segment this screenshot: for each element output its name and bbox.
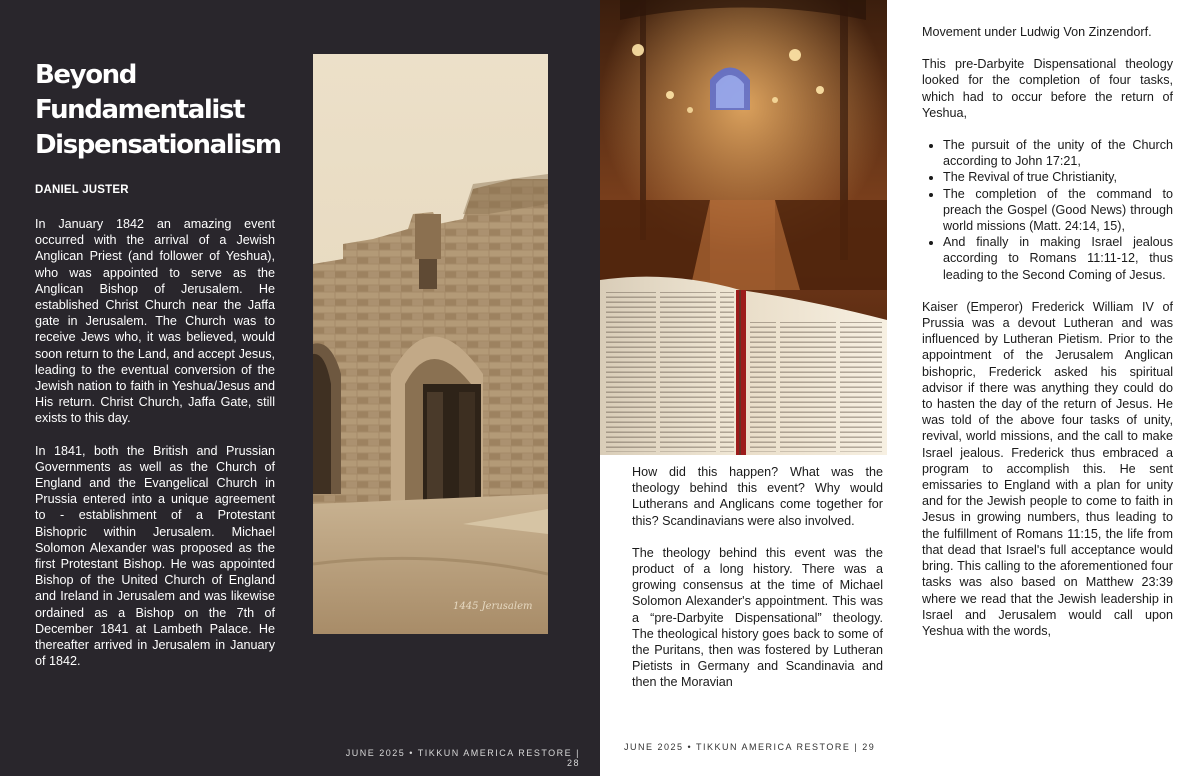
paragraph: The theology behind this event was the product of a long history. There was a growing consensus at the time of Michael Solomon Alexander's appointment. This was a “pre-Darbyite Dispensational” theology. The theological history goes back to some of the Puritans, then was fostered by Lutheran Pietists in Germany and Scandinavia and then the Moravian: [632, 545, 883, 690]
list-item: • The Revival of true Christianity,: [943, 169, 1173, 185]
author-byline: DANIEL JUSTER: [35, 184, 129, 196]
list-item: • And finally in making Israel jealous according to Romans 11:11-12, thus leading to the Second Coming of Jesus.: [943, 234, 1173, 283]
four-tasks-list: [922, 137, 1173, 283]
paragraph: Kaiser (Emperor) Frederick William IV of Prussia was a devout Lutheran and was influenced by Lutheran Pietism. Prior to the appointment of the Jerusalem Anglican bishopric, Frederick asked his spiritual advisor if there was anything they could do to hasten the day of the return of Jesus. He was told of the above four tasks of unity, revival, world missions, and the call to make Israel jealous. Frederick thus embraced a program to accomplish this. He sent emissaries to England with a plan for unity and for the Jewish people to come to faith in Jesus in growing numbers, thus leading to the fulfillment of Romans 11:15, the life from that dead that Israel's full acceptance would bring. This calling to the aforementioned four tasks was also based on Matthew 23:39 where we read that the Jewish leadership in Israel and Jerusalem would call upon Yeshua with the words,: [922, 299, 1173, 638]
right-column-text: [922, 24, 1173, 655]
paragraph: Movement under Ludwig Von Zinzendorf.: [922, 25, 1152, 39]
middle-column-text: [632, 464, 883, 707]
paragraph: This pre-Darbyite Dispensational theology looked for the completion of four tasks, which had to occur before the return of Yeshua,: [922, 57, 1173, 120]
page-footer-right: JUNE 2025 • TIKKUN AMERICA RESTORE | 29: [624, 742, 876, 752]
list-item: • The pursuit of the unity of the Church according to John 17:21,: [943, 137, 1173, 169]
paragraph: In 1841, both the British and Prussian Governments as well as the Church of England and the Evangelical Church in Prussia entered into a unique agreement to - establishment of a Protestant Bishopric within Jerusalem. Michael Solomon Alexander was proposed as the first Protestant Bishop. He was appointed Bishop of the United Church of England and Ireland in Jerusalem and was likewise ordained as a Bishop on the 7th of December 1841 at Lambeth Palace. He thereafter arrived in Jerusalem in January of 1842.: [35, 443, 275, 669]
church-bible-photo: [600, 0, 887, 455]
article-title: Beyond Fundamentalist Dispensationalism: [35, 60, 281, 160]
jaffa-gate-photo: [313, 54, 548, 634]
page-footer-left: JUNE 2025 • TIKKUN AMERICA RESTORE | 28: [345, 748, 580, 768]
paragraph: How did this happen? What was the theology behind this event? Why would Lutherans and Anglicans come together for this? Scandinavians were also involved.: [632, 465, 883, 528]
left-body-text: [35, 216, 275, 685]
list-item: • The completion of the command to preach the Gospel (Good News) through world missions (Matt. 24:14, 15),: [943, 186, 1173, 235]
photo-handwritten-caption: 1445 Jerusalem: [453, 601, 533, 612]
paragraph: In January 1842 an amazing event occurred with the arrival of a Jewish Anglican Priest (and follower of Yeshua), who was appointed to serve as the Anglican Bishop of Jerusalem. He established Christ Church near the Jaffa gate in Jerusalem. The Church was to receive Jews who, it was believed, would soon return to the Land, and accept Jesus, leading to the eventual conversion of the Jewish nation to faith in Yeshua/Jesus and His return. Christ Church, Jaffa Gate, still exists to this day.: [35, 217, 275, 426]
